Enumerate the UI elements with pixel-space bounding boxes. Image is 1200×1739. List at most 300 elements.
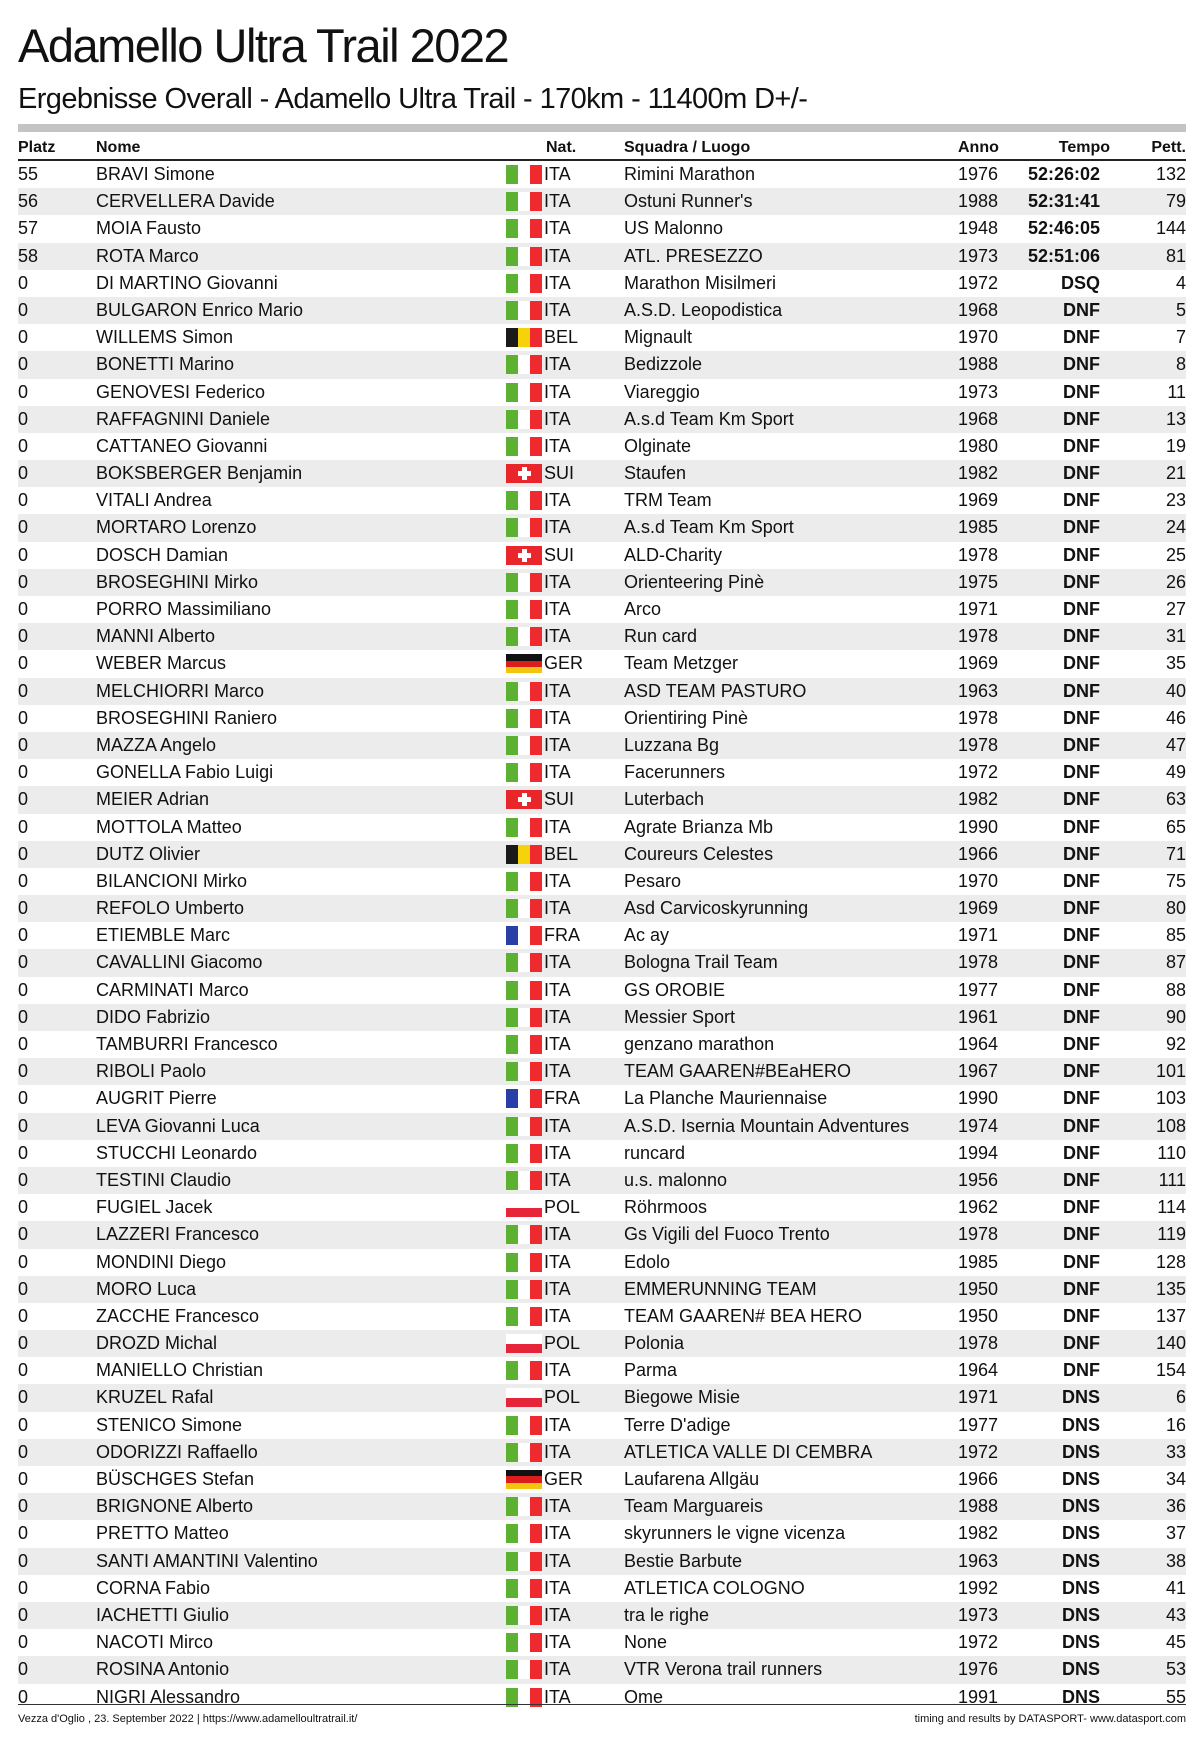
cell-nome: GONELLA Fabio Luigi (96, 762, 274, 783)
cell-nat: POL (544, 1197, 581, 1218)
cell-nat: ITA (544, 680, 571, 701)
cell-nat: ITA (544, 435, 571, 456)
table-row (18, 215, 1186, 242)
cell-anno: 1978 (958, 734, 999, 755)
cell-anno: 1969 (958, 490, 999, 511)
cell-anno: 1973 (958, 1604, 999, 1625)
cell-tempo: 52:51:06 (1027, 245, 1100, 266)
cell-nome: MANIELLO Christian (96, 1360, 264, 1381)
page-title: Adamello Ultra Trail 2022 (18, 19, 509, 72)
cell-anno: 1972 (958, 762, 999, 783)
cell-nome: BULGARON Enrico Mario (96, 299, 304, 320)
cell-nat: ITA (544, 1305, 571, 1326)
cell-team: Marathon Misilmeri (624, 272, 777, 293)
cell-platz: 0 (18, 354, 29, 375)
cell-nome: MEIER Adrian (96, 789, 210, 810)
table-row (18, 678, 1186, 705)
cell-platz: 0 (18, 1088, 29, 1109)
cell-tempo: DNF (1063, 1278, 1100, 1299)
table-row (18, 623, 1186, 650)
cell-team: US Malonno (624, 218, 724, 239)
cell-nome: DUTZ Olivier (96, 843, 200, 864)
cell-platz: 0 (18, 1414, 29, 1435)
cell-platz: 0 (18, 272, 29, 293)
cell-tempo: DNS (1061, 1686, 1100, 1707)
cell-platz: 0 (18, 1632, 29, 1653)
flag-ita-icon (506, 437, 542, 456)
table-row (18, 596, 1186, 623)
cell-platz: 0 (18, 626, 29, 647)
cell-anno: 1975 (958, 571, 999, 592)
cell-nome: IACHETTI Giulio (96, 1604, 230, 1625)
cell-nat: ITA (544, 1142, 571, 1163)
table-row (18, 1520, 1186, 1547)
cell-pett: 110 (1157, 1142, 1186, 1163)
cell-nome: MANNI Alberto (96, 626, 216, 647)
table-row (18, 868, 1186, 895)
cell-anno: 1970 (958, 327, 999, 348)
cell-team: TEAM GAAREN#BEaHERO (624, 1061, 852, 1082)
column-header-anno: Anno (958, 139, 999, 156)
cell-pett: 46 (1165, 707, 1186, 728)
cell-nat: ITA (544, 1550, 571, 1571)
cell-nat: ITA (544, 816, 571, 837)
flag-pol-icon (506, 1198, 542, 1217)
cell-anno: 1971 (958, 1387, 999, 1408)
cell-tempo: DNF (1063, 1360, 1100, 1381)
flag-ita-icon (506, 1144, 542, 1163)
flag-ita-icon (506, 1633, 542, 1652)
cell-nat: ITA (544, 381, 571, 402)
flag-ita-icon (506, 763, 542, 782)
flag-ita-icon (506, 192, 542, 211)
flag-pol-icon (506, 1334, 542, 1353)
cell-anno: 1980 (958, 435, 999, 456)
cell-team: Agrate Brianza Mb (624, 816, 774, 837)
cell-nat: ITA (544, 299, 571, 320)
cell-team: Terre D'adige (624, 1414, 731, 1435)
cell-platz: 0 (18, 544, 29, 565)
cell-platz: 58 (18, 245, 39, 266)
cell-team: Parma (624, 1360, 678, 1381)
table-row (18, 1602, 1186, 1629)
cell-anno: 1976 (958, 1659, 999, 1680)
cell-tempo: DNS (1061, 1469, 1100, 1489)
cell-pett: 128 (1155, 1251, 1186, 1272)
cell-nat: SUI (544, 789, 575, 810)
cell-pett: 111 (1158, 1169, 1186, 1190)
cell-platz: 0 (18, 925, 29, 946)
cell-team: A.s.d Team Km Sport (624, 408, 794, 429)
table-row (18, 1493, 1186, 1520)
cell-team: Polonia (624, 1333, 685, 1354)
cell-tempo: DNF (1063, 1115, 1100, 1136)
cell-platz: 0 (18, 843, 29, 864)
cell-platz: 0 (18, 789, 29, 810)
cell-platz: 55 (18, 164, 39, 184)
cell-platz: 0 (18, 1142, 29, 1163)
cell-tempo: DNF (1063, 1006, 1100, 1027)
cell-platz: 0 (18, 1224, 29, 1245)
cell-pett: 45 (1165, 1632, 1186, 1653)
cell-anno: 1968 (958, 408, 999, 429)
cell-nome: RAFFAGNINI Daniele (96, 408, 271, 429)
table-row (18, 1629, 1186, 1656)
cell-nome: STENICO Simone (96, 1414, 243, 1435)
flag-ita-icon (506, 1443, 542, 1462)
cell-nome: REFOLO Umberto (96, 898, 245, 919)
table-row (18, 705, 1186, 732)
cell-nat: ITA (544, 1061, 571, 1082)
cell-nome: MORTARO Lorenzo (96, 517, 257, 538)
cell-nome: DROZD Michal (96, 1333, 218, 1354)
flag-fra-icon (506, 1089, 542, 1108)
flag-ita-icon (506, 953, 542, 972)
cell-nat: ITA (544, 1577, 571, 1598)
cell-pett: 65 (1165, 816, 1186, 837)
cell-nome: CATTANEO Giovanni (96, 435, 268, 456)
cell-nat: ITA (544, 1169, 571, 1190)
cell-team: Pesaro (624, 870, 682, 891)
cell-nome: AUGRIT Pierre (96, 1088, 217, 1109)
cell-team: Bestie Barbute (624, 1550, 743, 1571)
flag-ita-icon (506, 1524, 542, 1543)
cell-pett: 19 (1165, 435, 1186, 456)
cell-anno: 1977 (958, 979, 999, 1000)
page-subtitle: Ergebnisse Overall - Adamello Ultra Trail - 170km - 11400m D+/- (18, 83, 808, 115)
cell-nat: FRA (544, 1088, 580, 1109)
cell-team: Gs Vigili del Fuoco Trento (624, 1224, 830, 1245)
cell-tempo: DNF (1063, 490, 1100, 511)
cell-platz: 56 (18, 191, 39, 212)
cell-pett: 49 (1165, 762, 1186, 783)
page-footer (18, 1704, 1186, 1739)
cell-tempo: DNF (1063, 1251, 1100, 1272)
cell-anno: 1974 (958, 1115, 999, 1136)
cell-nat: ITA (544, 1496, 571, 1517)
cell-nome: GENOVESI Federico (96, 381, 266, 402)
cell-platz: 0 (18, 327, 29, 348)
cell-nat: ITA (544, 1414, 571, 1435)
table-row (18, 188, 1186, 215)
cell-nat: ITA (544, 1523, 571, 1544)
cell-platz: 0 (18, 1333, 29, 1354)
cell-nome: KRUZEL Rafal (96, 1387, 214, 1408)
cell-team: TEAM GAAREN# BEA HERO (624, 1305, 863, 1326)
cell-pett: 75 (1165, 870, 1186, 891)
cell-nome: DI MARTINO Giovanni (96, 272, 278, 293)
cell-team: Ome (624, 1686, 664, 1707)
cell-anno: 1982 (958, 1523, 999, 1544)
cell-tempo: DNF (1063, 762, 1100, 783)
cell-anno: 1963 (958, 680, 999, 701)
table-row (18, 759, 1186, 786)
cell-team: Orienteering Pinè (624, 571, 765, 592)
flag-ita-icon (506, 818, 542, 837)
flag-ita-icon (506, 1035, 542, 1054)
cell-team: GS OROBIE (624, 979, 726, 1000)
footer-location-date: Vezza d'Oglio , 23. September 2022 | https://www.adamelloultratrail.it/ (18, 1713, 358, 1725)
cell-platz: 0 (18, 599, 29, 619)
cell-team: Röhrmoos (624, 1197, 708, 1218)
cell-tempo: DNF (1063, 354, 1100, 375)
table-row (18, 977, 1186, 1004)
table-row (18, 542, 1186, 569)
cell-anno: 1977 (958, 1414, 999, 1435)
cell-team: Run card (624, 626, 698, 647)
cell-platz: 0 (18, 1604, 29, 1625)
cell-team: Ac ay (624, 925, 670, 946)
cell-tempo: DNS (1061, 1496, 1100, 1517)
cell-nome: MOTTOLA Matteo (96, 816, 242, 837)
cell-platz: 0 (18, 517, 29, 538)
cell-nat: ITA (544, 1278, 571, 1299)
cell-pett: 21 (1165, 463, 1186, 484)
cell-team: TRM Team (624, 490, 712, 511)
cell-pett: 4 (1175, 272, 1186, 293)
cell-tempo: DNF (1063, 925, 1100, 946)
flag-bel-icon (506, 845, 542, 864)
cell-nat: ITA (544, 1251, 571, 1272)
cell-nat: ITA (544, 571, 571, 592)
column-header-platz: Platz (18, 139, 56, 156)
cell-tempo: DNF (1063, 952, 1100, 973)
column-header-tempo: Tempo (1058, 139, 1110, 156)
flag-ita-icon (506, 899, 542, 918)
cell-pett: 55 (1165, 1686, 1186, 1707)
cell-platz: 0 (18, 734, 29, 755)
cell-tempo: 52:46:05 (1027, 218, 1100, 239)
table-row (18, 514, 1186, 541)
cell-tempo: DNF (1063, 789, 1100, 810)
table-row (18, 1221, 1186, 1248)
cell-pett: 114 (1157, 1197, 1186, 1218)
cell-nat: ITA (544, 898, 571, 919)
cell-nome: CORNA Fabio (96, 1577, 211, 1598)
cell-pett: 80 (1165, 898, 1186, 919)
cell-anno: 1973 (958, 245, 999, 266)
cell-team: Edolo (624, 1251, 671, 1272)
column-header-nat: Nat. (546, 139, 577, 156)
table-row (18, 243, 1186, 270)
cell-anno: 1950 (958, 1305, 999, 1326)
cell-nat: ITA (544, 272, 571, 293)
flag-ita-icon (506, 627, 542, 646)
table-row (18, 922, 1186, 949)
table-row (18, 1656, 1186, 1683)
table-row (18, 841, 1186, 868)
cell-team: ATLETICA COLOGNO (624, 1577, 805, 1598)
table-row (18, 1303, 1186, 1330)
cell-pett: 92 (1165, 1034, 1186, 1054)
cell-pett: 41 (1165, 1577, 1186, 1598)
cell-anno: 1964 (958, 1360, 999, 1381)
cell-nat: ITA (544, 490, 571, 511)
cell-pett: 7 (1175, 327, 1186, 348)
cell-team: Team Metzger (624, 653, 739, 674)
cell-anno: 1990 (958, 816, 999, 837)
flag-ita-icon (506, 573, 542, 592)
cell-nat: ITA (544, 1224, 571, 1245)
cell-pett: 119 (1157, 1224, 1186, 1245)
cell-tempo: DNS (1061, 1659, 1100, 1680)
cell-anno: 1991 (958, 1686, 999, 1707)
cell-pett: 13 (1165, 408, 1186, 429)
cell-pett: 35 (1165, 653, 1186, 674)
cell-nat: ITA (544, 1604, 571, 1625)
cell-pett: 135 (1155, 1278, 1186, 1299)
table-row (18, 895, 1186, 922)
table-row (18, 1575, 1186, 1602)
table-row (18, 569, 1186, 596)
cell-team: Facerunners (624, 762, 726, 783)
cell-tempo: DSQ (1060, 272, 1100, 293)
cell-nome: MAZZA Angelo (96, 734, 217, 755)
cell-anno: 1970 (958, 870, 999, 891)
cell-tempo: DNS (1061, 1387, 1100, 1408)
flag-ita-icon (506, 247, 542, 266)
flag-ita-icon (506, 1497, 542, 1516)
cell-platz: 0 (18, 1441, 29, 1462)
cell-nat: ITA (544, 599, 571, 619)
cell-team: Luterbach (624, 789, 705, 810)
cell-pett: 79 (1165, 191, 1186, 212)
cell-anno: 1968 (958, 299, 999, 320)
table-row (18, 1439, 1186, 1466)
flag-ita-icon (506, 355, 542, 374)
cell-anno: 1985 (958, 517, 999, 538)
cell-anno: 1994 (958, 1142, 999, 1163)
cell-nome: WEBER Marcus (96, 653, 227, 674)
cell-anno: 1972 (958, 1441, 999, 1462)
cell-platz: 0 (18, 1169, 29, 1190)
cell-pett: 31 (1165, 626, 1186, 647)
cell-nome: MONDINI Diego (96, 1251, 227, 1272)
cell-nome: MELCHIORRI Marco (96, 680, 265, 701)
cell-team: Coureurs Celestes (624, 843, 774, 864)
cell-platz: 0 (18, 1550, 29, 1571)
cell-nat: SUI (544, 463, 575, 484)
cell-platz: 0 (18, 490, 29, 511)
cell-nome: BOKSBERGER Benjamin (96, 463, 303, 484)
cell-nat: ITA (544, 1659, 571, 1680)
cell-anno: 1976 (958, 164, 999, 184)
cell-tempo: DNF (1063, 544, 1100, 565)
cell-platz: 0 (18, 1278, 29, 1299)
cell-nome: ROTA Marco (96, 245, 199, 266)
flag-ita-icon (506, 872, 542, 891)
cell-platz: 0 (18, 952, 29, 973)
cell-anno: 1988 (958, 191, 999, 212)
cell-platz: 0 (18, 1686, 29, 1707)
cell-team: Laufarena Allgäu (624, 1469, 760, 1489)
table-row (18, 1384, 1186, 1411)
table-row (18, 1466, 1186, 1493)
flag-ita-icon (506, 301, 542, 320)
table-row (18, 1330, 1186, 1357)
cell-platz: 0 (18, 1387, 29, 1408)
cell-pett: 53 (1165, 1659, 1186, 1680)
cell-nat: BEL (544, 327, 579, 348)
table-row (18, 814, 1186, 841)
cell-platz: 0 (18, 816, 29, 837)
flag-ita-icon (506, 491, 542, 510)
table-row (18, 1167, 1186, 1194)
cell-nat: POL (544, 1387, 581, 1408)
cell-anno: 1982 (958, 463, 999, 484)
cell-nome: WILLEMS Simon (96, 327, 234, 348)
cell-platz: 0 (18, 381, 29, 402)
cell-nome: TAMBURRI Francesco (96, 1034, 278, 1054)
cell-platz: 0 (18, 1659, 29, 1680)
cell-platz: 0 (18, 707, 29, 728)
results-table-header (18, 138, 1186, 161)
flag-ita-icon (506, 981, 542, 1000)
cell-pett: 8 (1175, 354, 1186, 375)
cell-team: Luzzana Bg (624, 734, 720, 755)
table-row (18, 1249, 1186, 1276)
cell-anno: 1948 (958, 218, 999, 239)
cell-anno: 1972 (958, 1632, 999, 1653)
cell-anno: 1978 (958, 544, 999, 565)
cell-tempo: DNF (1063, 1034, 1100, 1054)
cell-anno: 1966 (958, 1469, 999, 1489)
cell-nome: BRAVI Simone (96, 164, 215, 184)
cell-nat: SUI (544, 544, 575, 565)
cell-pett: 87 (1165, 952, 1186, 973)
cell-tempo: DNF (1063, 653, 1100, 674)
cell-nome: CARMINATI Marco (96, 979, 249, 1000)
cell-team: ASD TEAM PASTURO (624, 680, 807, 701)
table-row (18, 1140, 1186, 1167)
cell-team: runcard (624, 1142, 686, 1163)
cell-team: genzano marathon (624, 1034, 775, 1054)
cell-nat: BEL (544, 843, 579, 864)
cell-pett: 24 (1165, 517, 1186, 538)
cell-nat: POL (544, 1333, 581, 1354)
cell-pett: 27 (1165, 599, 1186, 619)
cell-pett: 108 (1155, 1115, 1186, 1136)
flag-ita-icon (506, 1416, 542, 1435)
cell-tempo: DNF (1063, 1142, 1100, 1163)
cell-nat: ITA (544, 191, 571, 212)
cell-nat: ITA (544, 1441, 571, 1462)
cell-platz: 0 (18, 1197, 29, 1218)
cell-tempo: DNF (1063, 571, 1100, 592)
cell-pett: 25 (1165, 544, 1186, 565)
cell-team: A.S.D. Leopodistica (624, 299, 783, 320)
cell-nat: ITA (544, 408, 571, 429)
cell-pett: 140 (1155, 1333, 1186, 1354)
table-row (18, 1058, 1186, 1085)
cell-platz: 0 (18, 571, 29, 592)
cell-team: Bedizzole (624, 354, 703, 375)
flag-ita-icon (506, 1062, 542, 1081)
flag-ita-icon (506, 1361, 542, 1380)
cell-nome: RIBOLI Paolo (96, 1061, 207, 1082)
cell-pett: 37 (1165, 1523, 1186, 1544)
cell-nat: ITA (544, 1006, 571, 1027)
cell-nat: ITA (544, 734, 571, 755)
cell-team: None (624, 1632, 668, 1653)
cell-tempo: 52:26:02 (1027, 164, 1100, 184)
cell-platz: 0 (18, 1061, 29, 1082)
cell-nome: LAZZERI Francesco (96, 1224, 260, 1245)
table-row (18, 1004, 1186, 1031)
table-row (18, 786, 1186, 813)
cell-platz: 0 (18, 1115, 29, 1136)
column-header-pett: Pett. (1151, 139, 1186, 156)
